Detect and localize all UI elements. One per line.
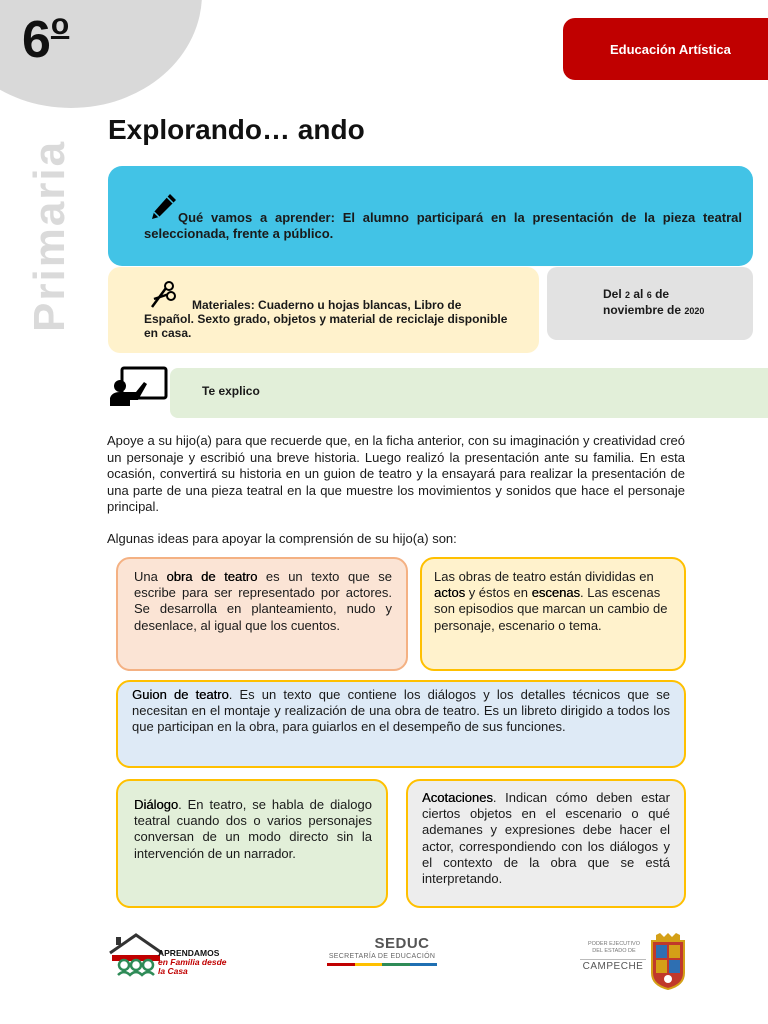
campeche-logo <box>580 933 690 993</box>
aprendamos-text: APRENDAMOS en Familia desde la Casa <box>158 948 227 976</box>
date-box <box>547 267 753 340</box>
intro-paragraph: Apoye a su hijo(a) para que recuerde que, en la ficha anterior, con su imaginación y creatividad creó un personaje y escribió una breve historia. Luego realizó la presentación ante su familia. En esta ocasión, convertirá su historia en un guion de teatro y la ensayará para realizar la presentación de una parte de una pieza teatral en la que muestre los movimientos y sonidos que hace el personaje principal. <box>107 433 685 514</box>
explain-label: Te explico <box>202 384 260 398</box>
aprendamos-logo <box>106 931 231 983</box>
learning-objective-text: Qué vamos a aprender: El alumno participará en la presentación de la pieza teatral seleccionada, frente a público. <box>144 210 742 241</box>
term-dialogo: Diálogo <box>134 797 179 812</box>
card-guion-de-teatro: Guion de teatro. Es un texto que contiene los diálogos y los detalles técnicos que se necesitan en el montaje y realización de una obra de teatro. Es un libreto dirigido a todos los que participan en la obra, para guiarlos en el desempeño de sus funciones. <box>116 680 686 768</box>
campeche-name: CAMPECHE <box>580 959 646 972</box>
level-label: Primaria <box>25 139 74 332</box>
term-actos: actos <box>434 585 466 601</box>
campeche-shield-icon <box>648 933 688 991</box>
ideas-intro: Algunas ideas para apoyar la comprensión de su hijo(a) son: <box>107 531 457 546</box>
card-acotaciones: Acotaciones. Indican cómo deben estar ciertos objetos en el escenario o qué ademanes y expresiones debe hacer el actor, correspondiendo con los diálogos y el contexto de la obra que se está interpretando. <box>406 779 686 908</box>
seduc-logo: SEDUC SECRETARÍA DE EDUCACIÓN <box>322 935 442 981</box>
card-obra-de-teatro: Una obra de teatro es un texto que se escribe para ser representado por actores. Se desarrolla en planteamiento, nudo y desenlace, al igual que los cuentos. <box>116 557 408 671</box>
footer <box>0 925 768 995</box>
term-acotaciones: Acotaciones <box>422 790 493 805</box>
seduc-color-bar <box>327 963 437 966</box>
grade-ordinal: o <box>50 8 70 41</box>
page-title: Explorando… ando <box>108 114 365 145</box>
term-guion-de-teatro: Guion de teatro <box>132 687 229 702</box>
subject-tab <box>563 18 768 80</box>
date-text: Del 2 al 6 de noviembre de 2020 <box>603 287 705 317</box>
card-dialogo: Diálogo. En teatro, se habla de dialogo teatral cuando dos o varios personajes conversan de un modo directo sin la intervención de un narrador. <box>116 779 388 908</box>
card-actos-escenas: Las obras de teatro están divididas en actos y éstos en escenas. Las escenas son episodios que marcan un cambio de personaje, escenario o tema. <box>420 557 686 671</box>
materials-text: Materiales: Cuaderno u hojas blancas, Libro de Español. Sexto grado, objetos y material de reciclaje disponible en casa. <box>144 298 508 340</box>
teacher-board-icon <box>110 366 168 411</box>
materials-box <box>108 267 539 353</box>
grade-number: 6$^o$ <box>22 8 70 69</box>
campeche-small-text: PODER EJECUTIVO DEL ESTADO DE <box>588 941 640 954</box>
explain-section-bar <box>170 368 768 418</box>
subject-label: Educación Artística <box>610 41 731 57</box>
term-obra-de-teatro: obra de teatro <box>166 569 258 584</box>
learning-objective-box <box>108 166 753 266</box>
house-family-icon <box>106 931 166 977</box>
term-escenas: escenas <box>531 585 580 601</box>
